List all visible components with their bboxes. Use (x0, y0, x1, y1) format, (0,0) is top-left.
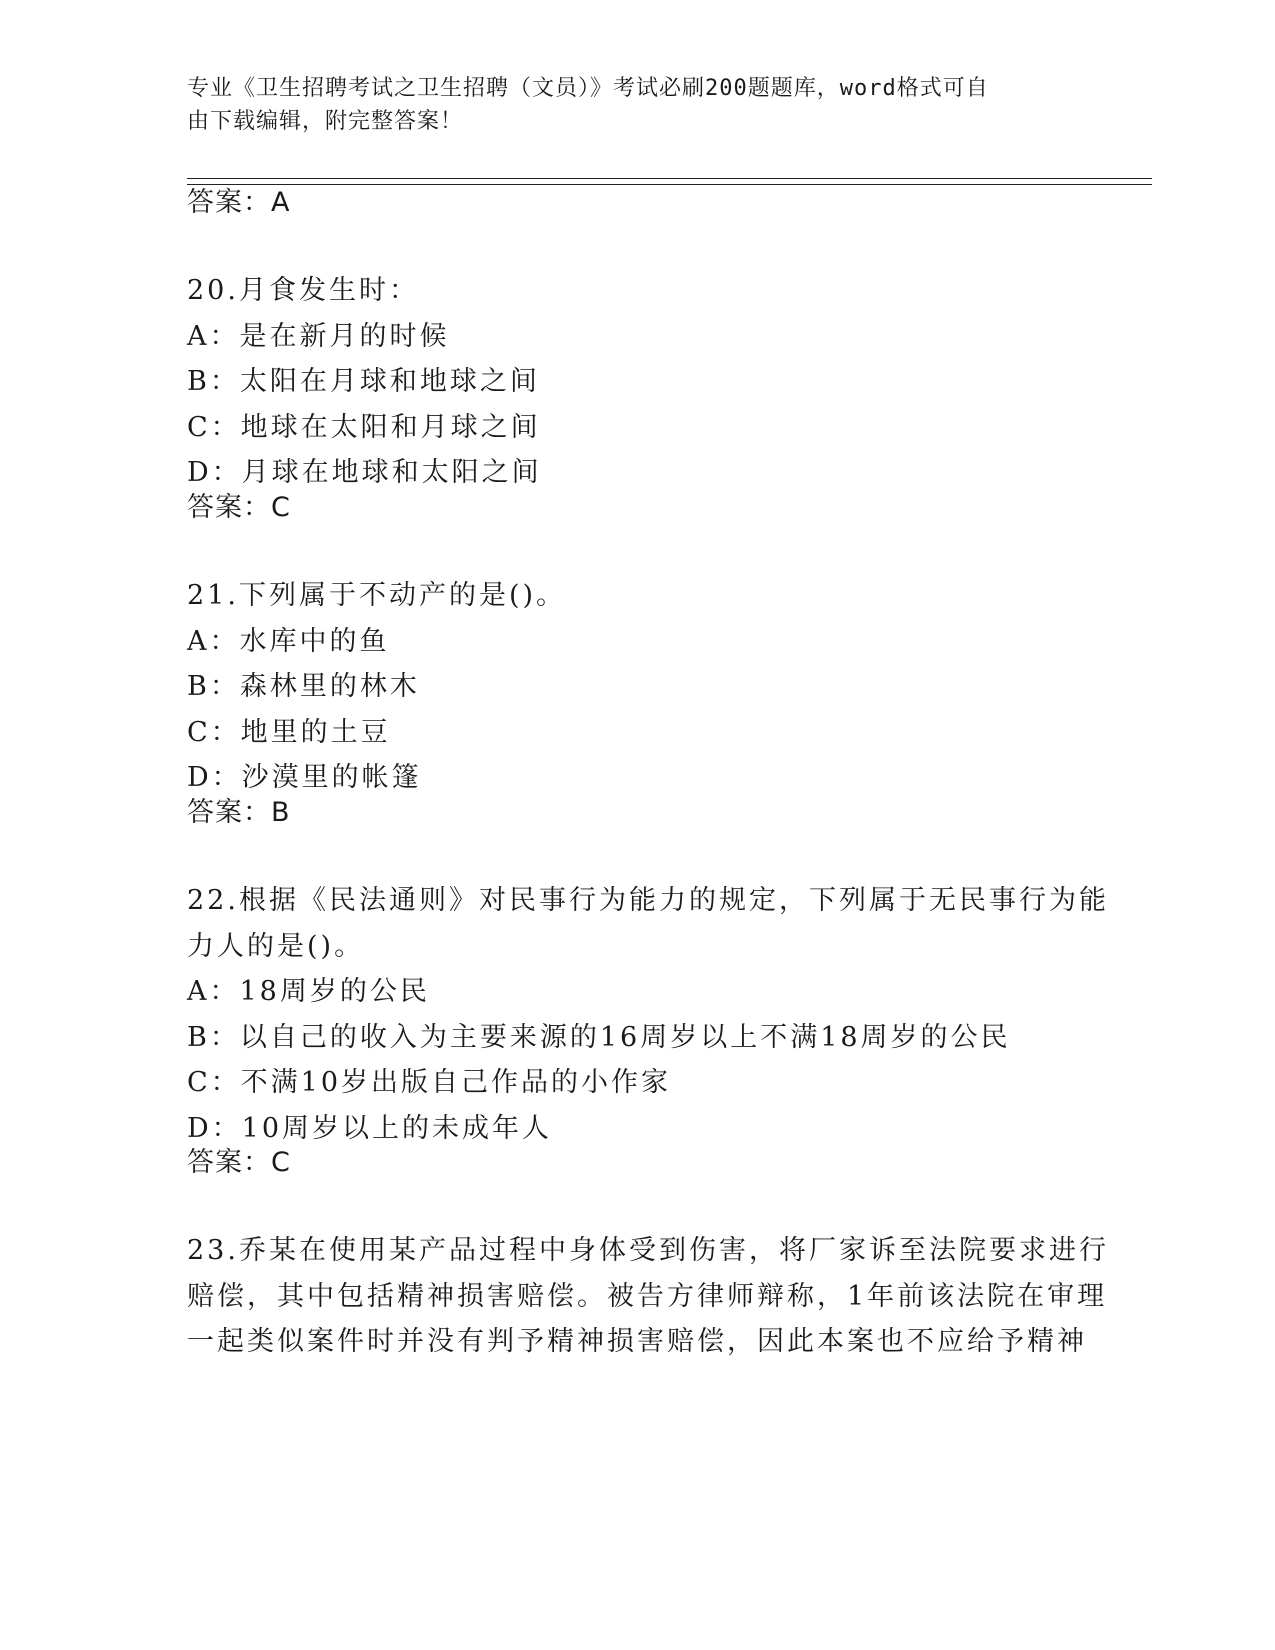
option-b: B：以自己的收入为主要来源的16周岁以上不满18周岁的公民 (187, 1021, 1011, 1053)
header-line-1: 专业《卫生招聘考试之卫生招聘（文员）》考试必刷200题题库，word格式可自 (187, 76, 989, 101)
option-a: A：水库中的鱼 (187, 625, 390, 657)
option-d: D：沙漠里的帐篷 (187, 762, 422, 793)
question-23 (187, 1228, 1109, 1365)
question-stem: 力人的是()。 (187, 930, 365, 962)
question-stem: 23.乔某在使用某产品过程中身体受到伤害，将厂家诉至法院要求进行 (187, 1235, 1109, 1266)
question-21 (187, 573, 1087, 801)
option-c: C：地球在太阳和月球之间 (187, 411, 541, 443)
option-d: D：10周岁以上的未成年人 (187, 1112, 553, 1144)
header-line-2: 由下载编辑，附完整答案！ (187, 109, 464, 134)
answer-label: 答案：B (187, 797, 291, 828)
option-c: C：不满10岁出版自己作品的小作家 (187, 1067, 672, 1098)
question-22 (187, 878, 1109, 1151)
question-stem: 赔偿，其中包括精神损害赔偿。被告方律师辩称，1年前该法院在审理 (187, 1280, 1108, 1312)
answer-label: 答案：C (187, 492, 291, 523)
question-stem: 22.根据《民法通则》对民事行为能力的规定，下列属于无民事行为能 (187, 885, 1109, 916)
answer-label: 答案：C (187, 1147, 291, 1178)
header-rule-bottom (187, 184, 1152, 185)
option-a: A：是在新月的时候 (187, 320, 450, 352)
option-c: C：地里的土豆 (187, 716, 391, 748)
option-b: B：太阳在月球和地球之间 (187, 366, 540, 397)
option-d: D：月球在地球和太阳之间 (187, 457, 542, 488)
question-20 (187, 268, 1087, 496)
question-stem: 20.月食发生时： (187, 275, 419, 306)
header-rule-top (187, 178, 1152, 179)
option-a: A：18周岁的公民 (187, 976, 430, 1007)
question-stem: 一起类似案件时并没有判予精神损害赔偿，因此本案也不应给予精神 (187, 1326, 1087, 1357)
document-header (187, 72, 1067, 138)
answer-label: 答案：A (187, 187, 291, 218)
question-stem: 21.下列属于不动产的是()。 (187, 580, 567, 611)
option-b: B：森林里的林木 (187, 671, 420, 702)
